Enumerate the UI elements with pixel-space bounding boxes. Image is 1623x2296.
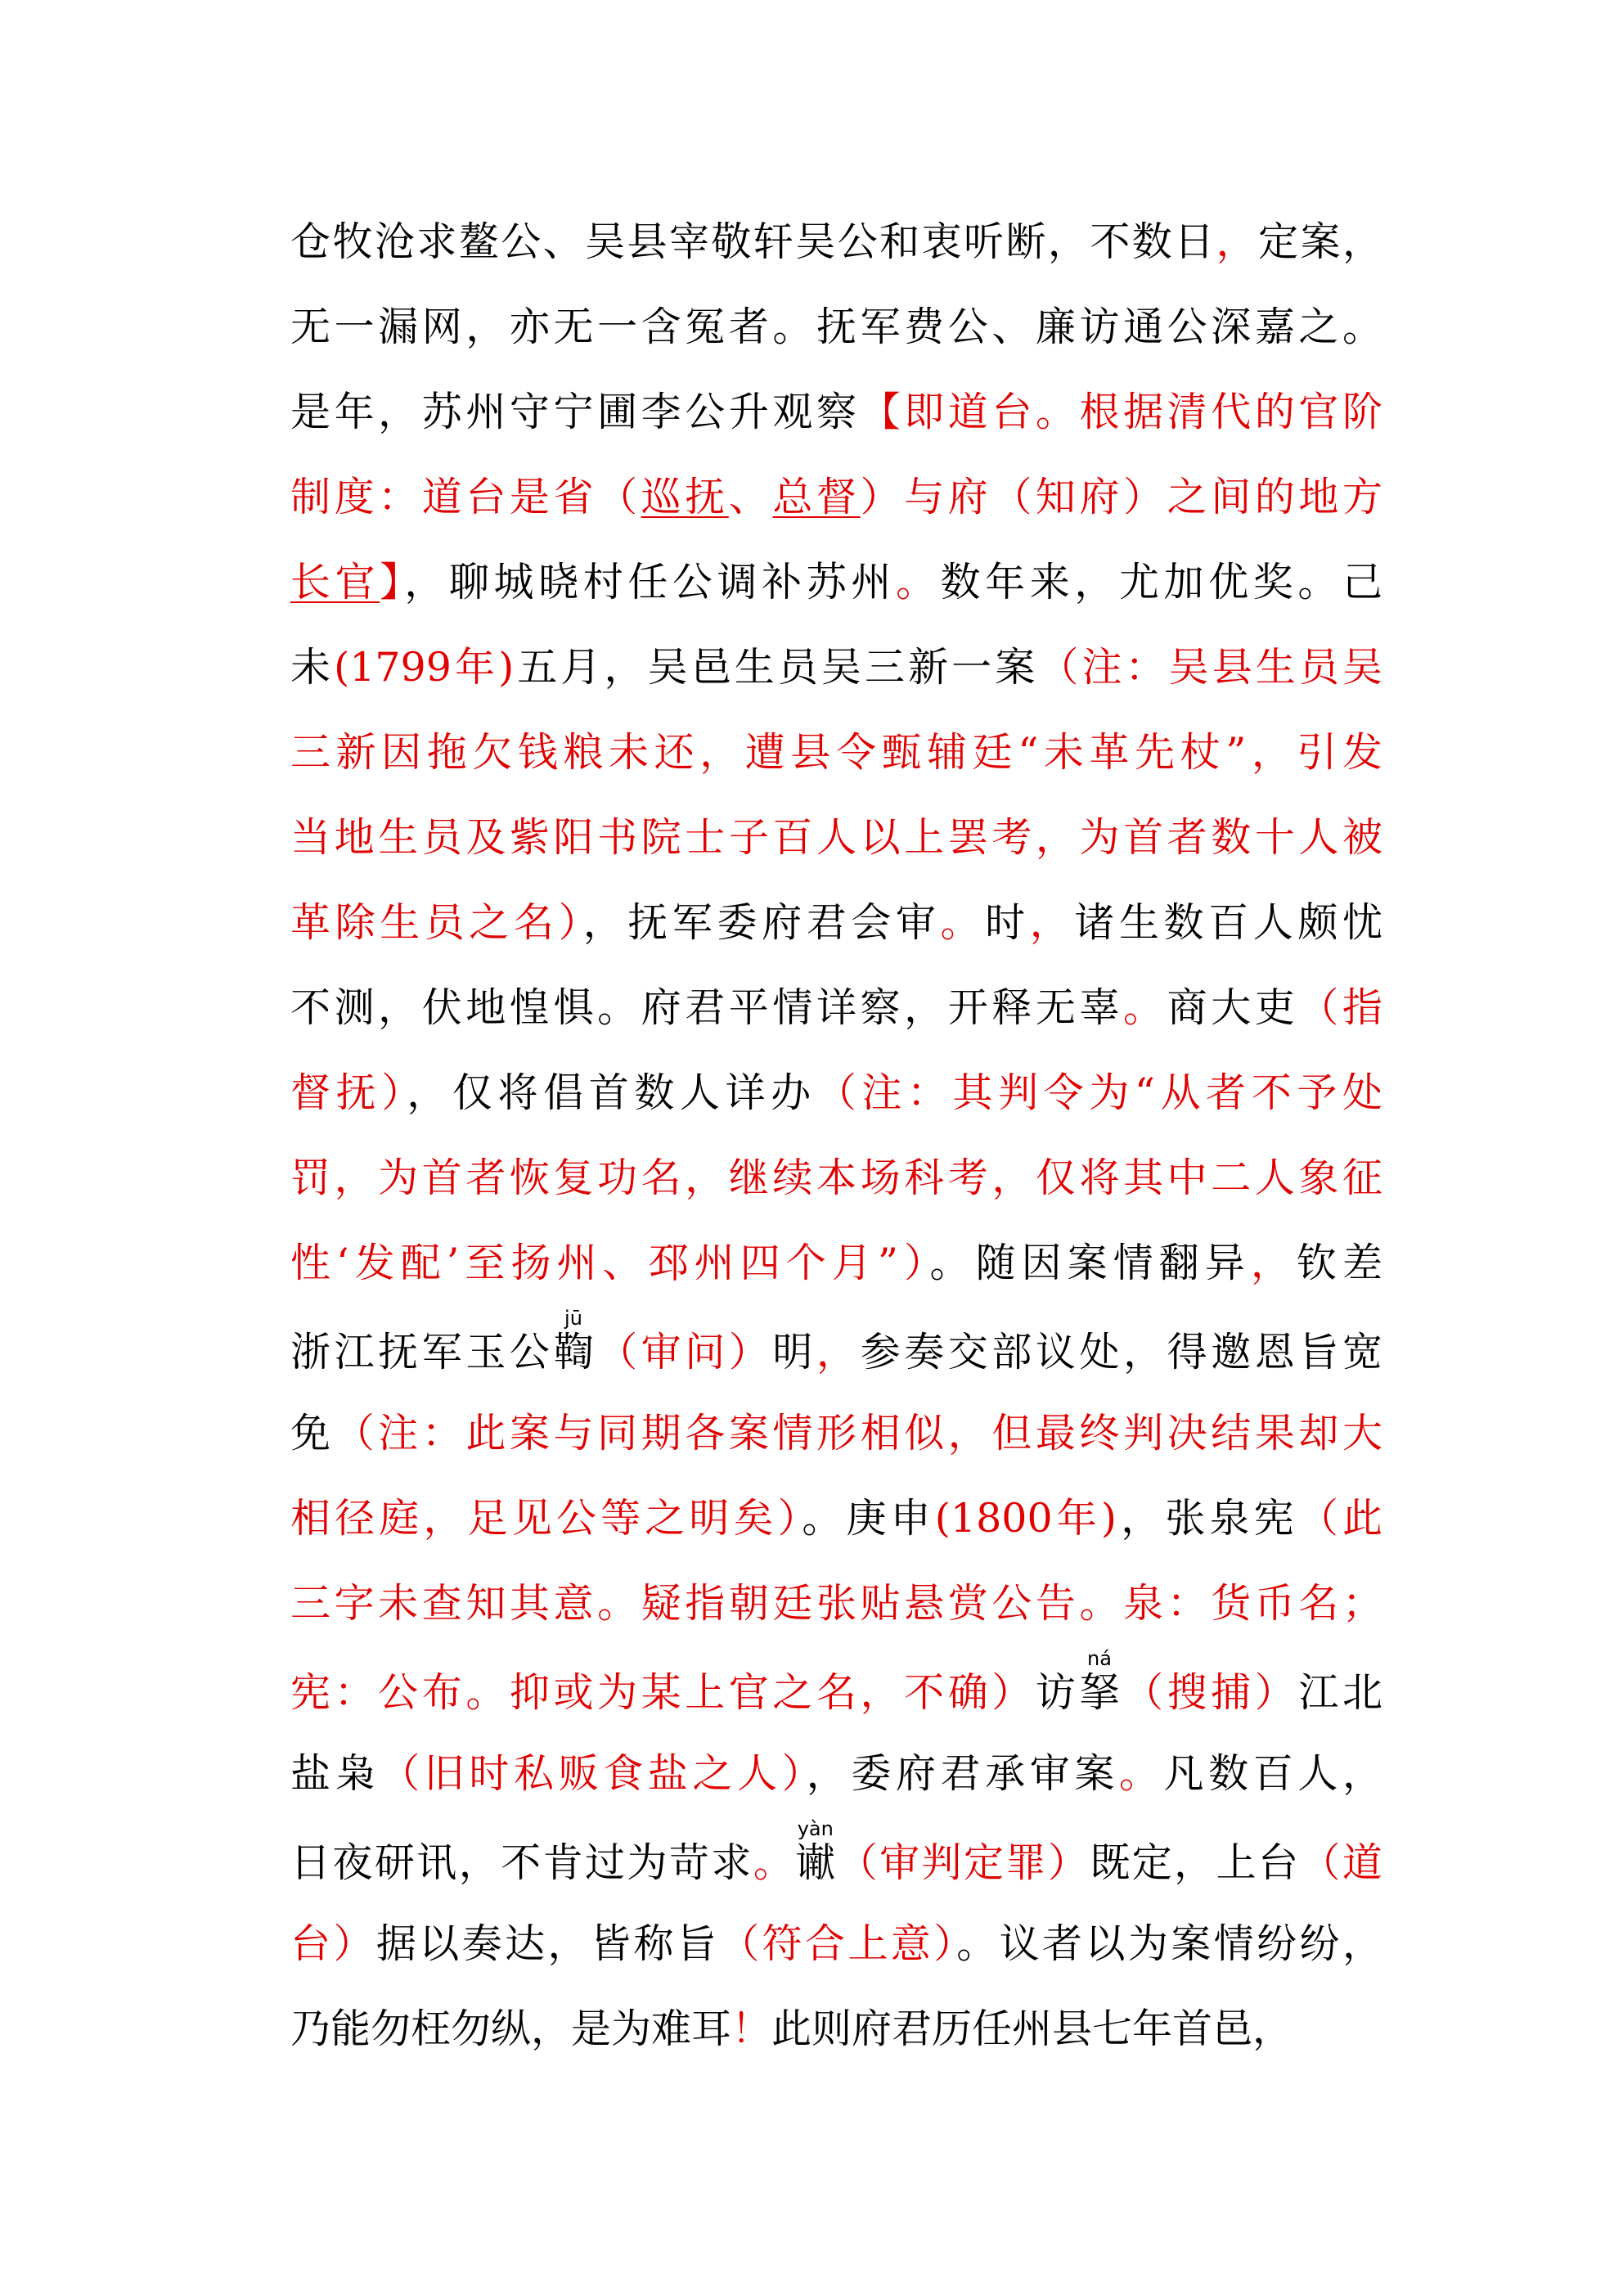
annotated-character-text: 谳 (795, 1839, 838, 1886)
text-line (290, 628, 1382, 707)
annotation-text: 总督 (772, 474, 861, 520)
body-text: 仓牧沧求鳌公、吴县宰敬轩吴公和衷听断，不数日 (290, 218, 1216, 265)
annotation-text: 。 (1123, 984, 1167, 1031)
annotation-text: 、 (728, 474, 773, 520)
annotation-text: 制度：道台是省（ (290, 474, 641, 520)
body-text: 乃能勿枉勿纵，是为难耳 (290, 2006, 732, 2052)
text-line (290, 203, 1382, 281)
body-text: ，仅将倡首数人详办 (407, 1069, 816, 1116)
text-line (290, 969, 1382, 1047)
pinyin-annotation: yàn (795, 1817, 836, 1840)
annotation-text: 台） (290, 1920, 376, 1967)
text-line (290, 543, 1382, 622)
body-text: 诸生数百人颇忧 (1074, 899, 1382, 946)
annotation-text: 长官 (290, 559, 380, 606)
body-text: 商大吏 (1167, 984, 1299, 1031)
body-text: ，委府君承审案 (806, 1750, 1119, 1797)
pinyin-annotation: jū (553, 1307, 594, 1330)
text-line (290, 1224, 1382, 1303)
body-text: ，抚军委府君会审 (582, 899, 941, 946)
body-text: 盐枭 (290, 1750, 380, 1797)
annotation-text: （搜捕） (1123, 1669, 1299, 1716)
body-text: 明 (772, 1329, 816, 1375)
body-text: 免 (290, 1410, 335, 1456)
body-text: 。议者以为案情纷纷， (956, 1920, 1382, 1967)
body-text: 既定，上台 (1090, 1839, 1301, 1886)
annotation-text: ， (816, 1329, 861, 1375)
annotation-text: 当地生员及紫阳书院士子百人以上罢考，为首者数十人被 (290, 814, 1382, 861)
body-text: 。随因案情翻异 (929, 1240, 1251, 1286)
body-text: 是年，苏州守宁圃李公升观察 (290, 389, 861, 435)
annotated-character (553, 1307, 598, 1375)
annotation-text: 三新因拖欠钱粮未还，遭县令甄辅廷“未革先杖”，引发 (290, 729, 1382, 776)
annotation-text: 巡抚 (641, 474, 729, 520)
body-text: 日夜研讯，不肯过为苛求 (290, 1839, 753, 1886)
annotated-character-text: 拏 (1079, 1669, 1124, 1716)
annotation-text: 督抚） (290, 1069, 407, 1116)
text-line (290, 1990, 1382, 2069)
text-line (290, 1817, 1382, 1898)
body-text: 钦差 (1296, 1240, 1382, 1286)
annotation-text: ！ (731, 2006, 772, 2052)
annotation-text: （符合上意） (719, 1920, 957, 1967)
text-line (290, 288, 1382, 367)
annotated-character (1079, 1647, 1124, 1716)
body-text: 五月，吴邑生员吴三新一案 (514, 644, 1039, 691)
body-text: 访 (1035, 1669, 1080, 1716)
annotation-text: 。 (940, 899, 986, 946)
annotation-text: ， (1216, 218, 1259, 265)
annotation-text: (1800年) (934, 1495, 1117, 1542)
annotation-text: （注：其判令为“从者不予处 (816, 1069, 1382, 1116)
annotation-text: 三字未查知其意。疑指朝廷张贴悬赏公告。泉：货币名； (290, 1580, 1382, 1627)
text-line (290, 1735, 1382, 1813)
text-line (290, 1647, 1382, 1728)
annotation-text: 。 (1118, 1750, 1164, 1797)
body-text: 浙江抚军玉公 (290, 1329, 554, 1375)
annotation-text: （审判定罪） (837, 1839, 1090, 1886)
annotation-text: （旧时私贩食盐之人） (380, 1750, 807, 1797)
text-line (290, 799, 1382, 877)
annotation-text: （审问） (597, 1329, 773, 1375)
annotation-text: （指 (1298, 984, 1382, 1031)
annotated-character-text: 鞫 (553, 1329, 598, 1375)
text-line (290, 373, 1382, 452)
text-line (290, 884, 1382, 962)
body-text: 此则府君历任州县七年首邑， (771, 2006, 1293, 2052)
annotation-text: （此 (1297, 1495, 1382, 1542)
body-text: 。庚申 (802, 1495, 935, 1542)
annotation-text: 相径庭，足见公等之明矣） (290, 1495, 803, 1542)
annotation-text: （注：吴县生员吴 (1038, 644, 1382, 691)
annotation-text: 革除生员之名） (290, 899, 583, 946)
text-line (290, 1905, 1382, 1983)
annotation-text: 宪：公布。抑或为某上官之名，不确） (290, 1669, 1036, 1716)
annotation-text: （道 (1300, 1839, 1382, 1886)
annotation-text: 性‘发配’至扬州、邳州四个月”） (290, 1240, 930, 1286)
text-line (290, 1054, 1382, 1132)
annotation-text: 罚，为首者恢复功名，继续本场科考，仅将其中二人象征 (290, 1155, 1382, 1201)
annotation-text: 【即道台。根据清代的官阶 (860, 389, 1382, 435)
annotation-text: 】 (380, 559, 405, 606)
body-text: 数年来，尤加优奖。己 (940, 559, 1382, 606)
body-text: 无一漏网，亦无一含冤者。抚军费公、廉访通公深嘉之。 (290, 304, 1382, 350)
annotation-text: 。 (895, 559, 941, 606)
text-line (290, 1309, 1382, 1388)
annotated-character (795, 1817, 838, 1886)
text-line (290, 1394, 1382, 1473)
body-text: 参奏交部议处，得邀恩旨宽 (860, 1329, 1382, 1375)
text-line (290, 714, 1382, 792)
text-line (290, 1479, 1382, 1558)
body-text: 未 (290, 644, 335, 691)
pinyin-annotation: ná (1079, 1647, 1120, 1670)
body-text: 凡数百人， (1163, 1750, 1382, 1797)
annotation-text: ， (1029, 899, 1075, 946)
text-line (290, 1139, 1382, 1218)
text-line (290, 458, 1382, 537)
body-text: 不测，伏地惶惧。府君平情详察，开释无辜 (290, 984, 1124, 1031)
body-text: ，聊城晓村任公调补苏州 (404, 559, 896, 606)
annotation-text: ）与府（知府）之间的地方 (860, 474, 1382, 520)
annotation-text: 。 (753, 1839, 796, 1886)
body-text: ，张泉宪 (1117, 1495, 1298, 1542)
body-text: 据以奏达，皆称旨 (375, 1920, 720, 1967)
annotation-text: (1799年) (334, 644, 515, 691)
body-text: 时 (985, 899, 1030, 946)
annotation-text: ， (1250, 1240, 1297, 1286)
body-text: 定案， (1258, 218, 1382, 265)
text-line (290, 1564, 1382, 1643)
annotation-text: （注：此案与同期各案情形相似，但最终判决结果却大 (334, 1410, 1382, 1456)
body-text: 江北 (1298, 1669, 1382, 1716)
